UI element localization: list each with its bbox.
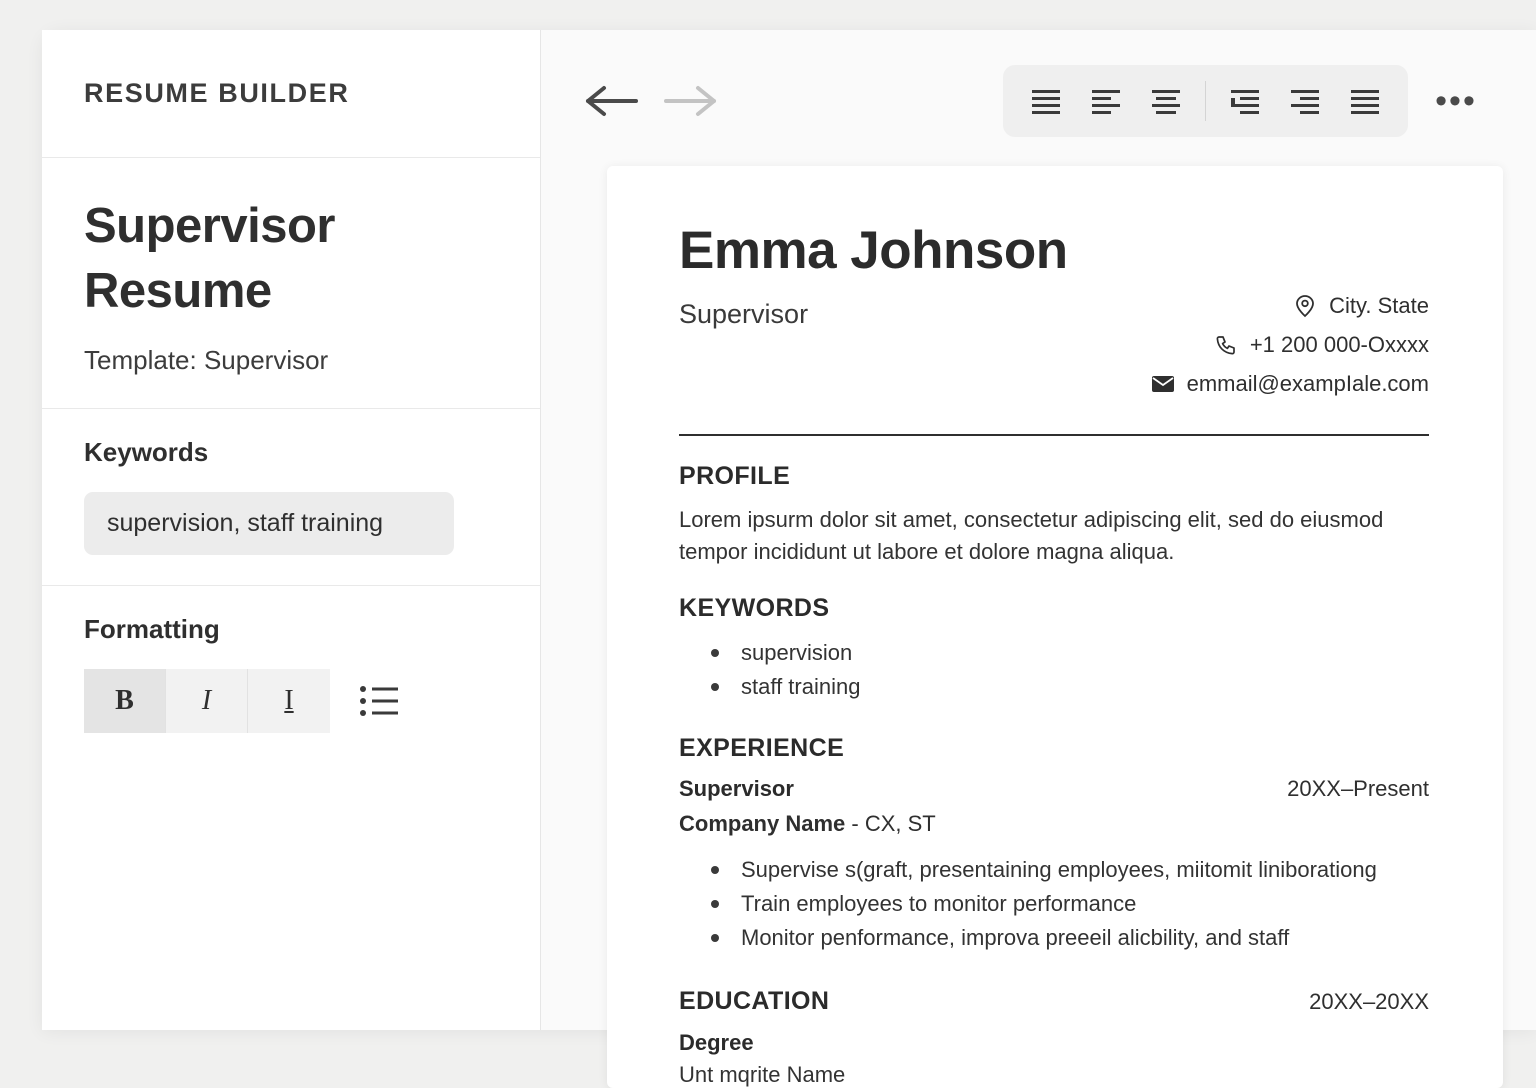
keywords-section <box>42 409 540 586</box>
experience-role: Supervisor <box>679 775 794 801</box>
experience-company <box>679 811 1429 837</box>
keywords-heading: Keywords <box>84 437 209 468</box>
profile-text: Lorem ipsurm dolor sit amet, consectetur adipiscing elit, sed do eiusmod tempor incididunt ut labore et dolore magna aliqua. <box>679 507 1384 564</box>
underline-button[interactable]: I <box>248 669 330 733</box>
resume-role: Supervisor <box>679 299 809 329</box>
contact-location <box>1151 293 1429 319</box>
envelope-icon <box>1151 372 1175 396</box>
keywords-heading-resume: KEYWORDS <box>679 593 830 622</box>
bold-button[interactable]: B <box>84 669 166 733</box>
resume-header-row <box>679 293 1429 410</box>
keywords-list <box>679 636 1429 704</box>
formatting-section <box>42 586 540 733</box>
resume-name: Emma Johnson <box>679 221 1068 280</box>
list-item: supervision <box>711 636 1429 670</box>
experience-company-location: - CX, ST <box>845 810 936 836</box>
app-brand <box>42 30 540 158</box>
align-left-icon[interactable] <box>1079 77 1133 125</box>
arrow-left-icon[interactable] <box>581 70 643 132</box>
app-window <box>42 30 1536 1088</box>
list-item: staff training <box>711 670 1429 704</box>
contact-location-text: City. State <box>1329 293 1429 318</box>
align-indent-icon[interactable] <box>1218 77 1272 125</box>
list-item: Supervise s(graft, presentaining employees, miitomit liniborationg <box>711 853 1429 887</box>
keywords-input[interactable]: supervision, staff training <box>84 492 454 555</box>
experience-heading: EXPERIENCE <box>679 733 845 762</box>
contact-phone-text: +1 200 000-Oxxxx <box>1249 332 1429 357</box>
app-brand-label: RESUME BUILDER <box>84 78 350 108</box>
more-options-icon[interactable]: ••• <box>1435 81 1477 120</box>
toolbar-divider <box>1205 81 1206 121</box>
align-right-icon[interactable] <box>1278 77 1332 125</box>
experience-company-name: Company Name <box>679 810 846 836</box>
alignment-toolbar <box>1003 65 1408 137</box>
formatting-heading: Formatting <box>84 614 220 645</box>
education-date: 20XX–20XX <box>1309 989 1429 1015</box>
arrow-right-icon[interactable] <box>659 70 721 132</box>
align-justify-icon[interactable] <box>1019 77 1073 125</box>
resume-divider <box>679 434 1429 436</box>
phone-icon <box>1214 333 1238 357</box>
contact-block <box>1151 293 1429 410</box>
text-style-group <box>84 669 330 733</box>
sidebar <box>42 30 541 1030</box>
experience-date: 20XX–Present <box>1287 775 1429 801</box>
template-label: Template: Supervisor <box>84 345 329 376</box>
list-item: Train employees to monitor performance <box>711 887 1429 921</box>
formatting-controls <box>84 669 498 733</box>
education-heading: EDUCATION <box>679 987 830 1016</box>
document-info <box>42 158 540 409</box>
toolbar <box>541 30 1536 172</box>
align-center-icon[interactable] <box>1139 77 1193 125</box>
align-justify-2-icon[interactable] <box>1338 77 1392 125</box>
contact-phone <box>1151 332 1429 358</box>
bullet-list-icon[interactable] <box>356 678 402 724</box>
education-row <box>679 987 1429 1016</box>
experience-bullets <box>679 853 1429 955</box>
education-university: Unt mqrite Name <box>679 1062 846 1088</box>
italic-button[interactable]: I <box>166 669 248 733</box>
location-pin-icon <box>1293 294 1317 318</box>
contact-email <box>1151 371 1429 397</box>
page-title: Supervisor Resume <box>84 199 335 318</box>
education-degree: Degree <box>679 1030 754 1056</box>
resume-preview[interactable] <box>607 166 1503 1088</box>
profile-heading: PROFILE <box>679 462 791 490</box>
experience-row <box>679 776 1429 802</box>
main-panel <box>541 30 1536 1088</box>
contact-email-text: emmail@exampIale.com <box>1186 371 1429 396</box>
list-item: Monitor penformance, improva preeeil alicbility, and staff <box>711 921 1429 955</box>
